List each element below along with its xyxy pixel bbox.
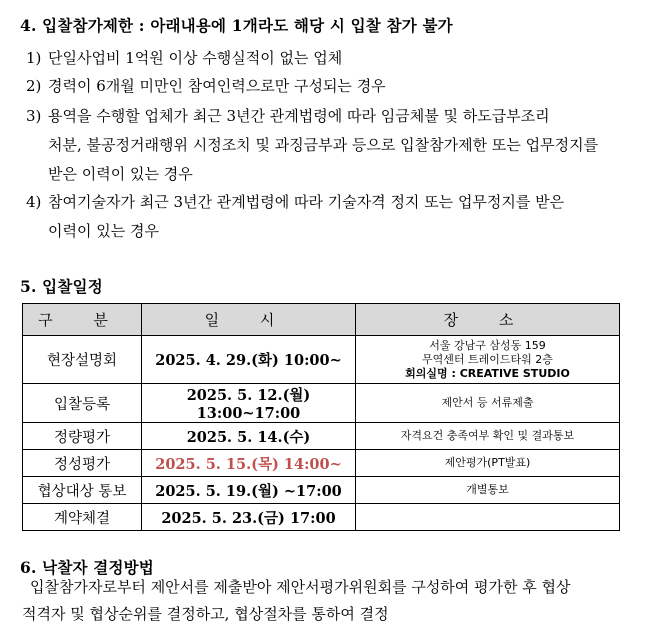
- cell-date: 2025. 5. 19.(월) ~17:00: [142, 477, 356, 504]
- item-text-cont: 받은 이력이 있는 경우: [48, 165, 193, 183]
- cell-category: 협상대상 통보: [23, 477, 142, 504]
- cell-date: 2025. 4. 29.(화) 10:00~: [142, 336, 356, 384]
- cell-date: 2025. 5. 23.(금) 17:00: [142, 504, 356, 531]
- cell-category: 정량평가: [23, 423, 142, 450]
- table-row: [23, 477, 620, 504]
- cell-place: 제안서 등 서류제출: [356, 384, 620, 423]
- cell-place: [356, 336, 620, 384]
- cell-place: [356, 504, 620, 531]
- cell-place: 자격요건 충족여부 확인 및 결과통보: [356, 423, 620, 450]
- place-line: 무역센터 트레이드타워 2층: [422, 352, 553, 366]
- cell-date: 2025. 5. 12.(월) 13:00~17:00: [142, 384, 356, 423]
- header-datetime: 일 시: [142, 304, 356, 336]
- body-line: 입찰참가자로부터 제안서를 제출받아 제안서평가위원회를 구성하여 평가한 후 협상: [30, 578, 571, 596]
- table-row: [23, 504, 620, 531]
- section-6-body: [22, 574, 626, 628]
- section-5-title: 5. 입찰일정: [20, 277, 103, 296]
- table-row: [23, 336, 620, 384]
- table-row: [23, 450, 620, 477]
- item-number: 2): [26, 77, 42, 95]
- cell-category: 입찰등록: [23, 384, 142, 423]
- item-text: 참여기술자가 최근 3년간 관계법령에 따라 기술자격 정지 또는 업무정지를 받은: [48, 193, 565, 211]
- item-number: 3): [26, 107, 42, 125]
- table-row: [23, 384, 620, 423]
- place-line-bold: 회의실명 : CREATIVE STUDIO: [405, 366, 570, 380]
- item-text-cont: 처분, 불공정거래행위 시정조치 및 과징금부과 등으로 입찰참가제한 또는 업무정지를: [48, 136, 599, 154]
- header-place: 장 소: [356, 304, 620, 336]
- item-text: 단일사업비 1억원 이상 수행실적이 없는 업체: [48, 49, 343, 67]
- cell-place: 제안평가(PT발표): [356, 450, 620, 477]
- header-category: 구 분: [23, 304, 142, 336]
- table-row: [23, 423, 620, 450]
- item-number: 4): [26, 193, 42, 211]
- restriction-item-4: [26, 188, 626, 246]
- body-line: 적격자 및 협상순위를 결정하고, 협상절차를 통하여 결정: [22, 605, 389, 623]
- item-text-cont: 이력이 있는 경우: [48, 222, 159, 240]
- cell-date: 2025. 5. 14.(수): [142, 423, 356, 450]
- place-line: 서울 강남구 삼성동 159: [429, 338, 546, 352]
- cell-date-highlight: 2025. 5. 15.(목) 14:00~: [142, 450, 356, 477]
- cell-category: 계약체결: [23, 504, 142, 531]
- restriction-item-1: [26, 44, 626, 72]
- item-text: 경력이 6개월 미만인 참여인력으로만 구성되는 경우: [48, 77, 386, 95]
- cell-category: 현장설명회: [23, 336, 142, 384]
- section-4-title: 4. 입찰참가제한 : 아래내용에 1개라도 해당 시 입찰 참가 불가: [20, 16, 453, 35]
- restriction-item-3: [26, 102, 626, 189]
- item-number: 1): [26, 49, 42, 67]
- item-text: 용역을 수행할 업체가 최근 3년간 관계법령에 따라 임금체불 및 하도급부조리: [48, 107, 550, 125]
- schedule-table: [22, 303, 620, 531]
- table-header-row: [23, 304, 620, 336]
- section-6-title: 6. 낙찰자 결정방법: [20, 558, 154, 577]
- restriction-item-2: [26, 72, 626, 100]
- cell-category: 정성평가: [23, 450, 142, 477]
- cell-place: 개별통보: [356, 477, 620, 504]
